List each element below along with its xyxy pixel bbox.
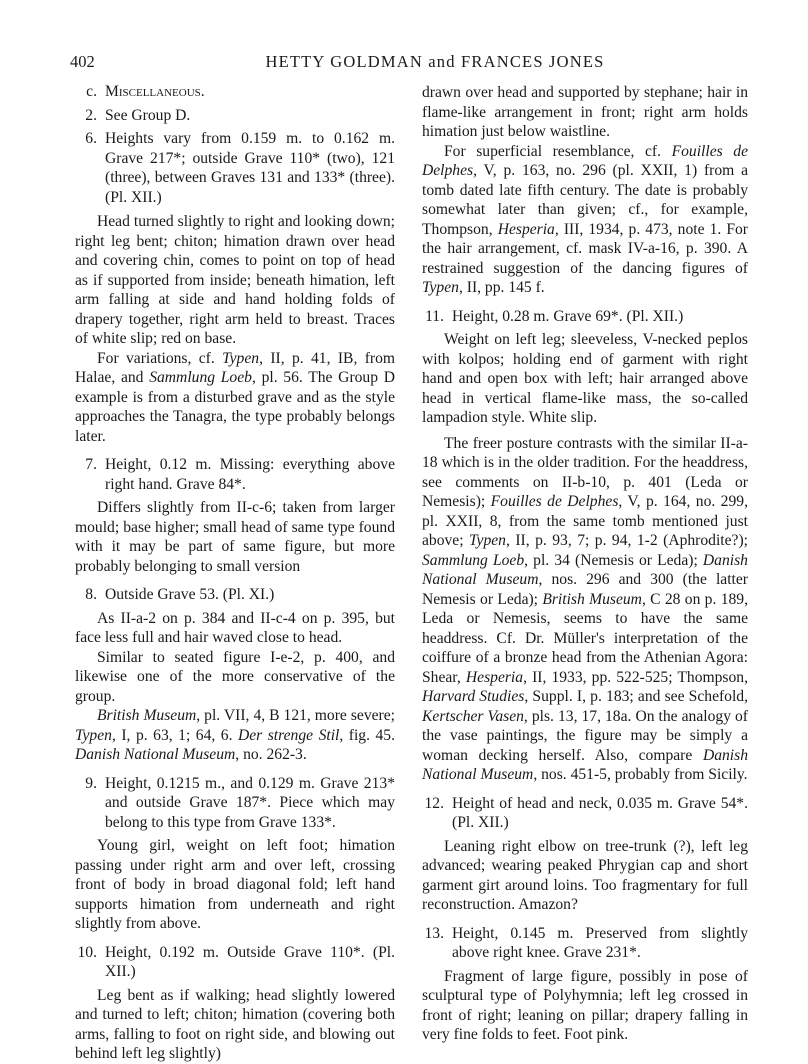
- entry-description: Differs slightly from II-c-6; taken from larger mould; base higher; small head of same type found with it may be part of same figure, but more probably belonging to small version: [75, 499, 395, 575]
- entry-description: Fragment of large figure, possibly in pose of sculptural type of Polyhymnia; left leg crossed in front of right; leaning on pillar; drapery falling in very fine folds to feet. Foot pink.: [422, 967, 748, 1043]
- entry-number: 11.: [425, 307, 444, 325]
- entry-heading: Height, 0.12 m. Missing: everything above right hand. Grave 84*.: [105, 456, 395, 493]
- entry-heading: See Group D.: [105, 106, 191, 124]
- section-title: Miscellaneous.: [105, 83, 205, 100]
- entry-heading: Height, 0.145 m. Preserved from slightly above right knee. Grave 231*.: [452, 924, 748, 961]
- left-column: [75, 82, 395, 1064]
- entry-heading: Height of head and neck, 0.035 m. Grave 54*. (Pl. XII.): [452, 794, 748, 831]
- entry-heading: Heights vary from 0.159 m. to 0.162 m. Grave 217*; outside Grave 110* (two), 121 (three), between Graves 131 and 133* (three). (Pl. XII.): [105, 130, 395, 206]
- entry-description: Young girl, weight on left foot; himation passing under right arm and over left, crossing front of body in broad diagonal fold; left hand supports himation from underneath and right slightly from above.: [75, 837, 395, 932]
- entry-10: [75, 943, 395, 982]
- entry-7: [75, 455, 395, 494]
- entry-11: [422, 307, 748, 327]
- entry-description: Weight on left leg; sleeveless, V-necked peplos with kolpos; holding end of garment with right hand and open box with left; hair arranged above head in vertical flame-like mass, the so-called lampadion style. White slip.: [422, 331, 748, 426]
- entry-description: Leaning right elbow on tree-trunk (?), left leg advanced; wearing peaked Phrygian cap and short garment girt around loins. Too fragmentary for full reconstruction. Amazon?: [422, 837, 748, 913]
- entry-number: 7.: [85, 456, 97, 473]
- entry-6: [75, 129, 395, 207]
- entry-heading: Outside Grave 53. (Pl. XI.): [105, 586, 275, 603]
- entry-13: [422, 924, 748, 963]
- entry-number: 13.: [424, 924, 444, 942]
- entry-number: 2.: [85, 106, 97, 124]
- entry-description: Head turned slightly to right and looking down; right leg bent; chiton; himation drawn over head and covering chin, comes to point on top of head as if supported from inside; beneath himation, left arm falling at side and hand holding folds of drapery together, right arm held to breast. Traces of white slip; red on base.: [75, 213, 395, 347]
- section-heading: [75, 82, 395, 102]
- entry-comparison: The freer posture contrasts with the similar II-a-18 which is in the older tradition. For the headdress, see comments on II-b-10, p. 401 (Leda or Nemesis); Fouilles de Delphes, V, p. 164, no. 299, pl. XXII, 8, from the same tomb mentioned just above; Typen, II, p. 93, 7; p. 94, 1-2 (Aphrodite?); Sammlung Loeb, pl. 34 (Nemesis or Leda); Danish National Museum, nos. 296 and 300 (the latter Nemesis or Leda); British Museum, C 28 on p. 189, Leda or Nemesis, seems to have the same headdress. Cf. Dr. Müller's interpretation of the coiffure of a bronze head from the Athenian Agora: Shear, Hesperia, II, 1933, pp. 522-525; Thompson, Harvard Studies, Suppl. I, p. 183; and see Schefold, Kertscher Vasen, pls. 13, 17, 18a. On the analogy of the vase paintings, the figure may be simply a woman decking herself. Also, compare Danish National Museum, nos. 451-5, probably from Sicily.: [422, 434, 749, 783]
- entry-12: [422, 794, 748, 833]
- entry-heading: Height, 0.28 m. Grave 69*. (Pl. XII.): [452, 307, 684, 325]
- entry-heading: Height, 0.192 m. Outside Grave 110*. (Pl. XII.): [105, 943, 395, 980]
- entry-9: [75, 774, 395, 833]
- page-number: 402: [70, 52, 95, 71]
- entry-number: 8.: [85, 586, 97, 603]
- running-title: HETTY GOLDMAN and FRANCES JONES: [265, 52, 605, 71]
- section-letter: c.: [86, 83, 97, 100]
- entry-references: British Museum, pl. VII, 4, B 121, more severe; Typen, I, p. 63, 1; 64, 6. Der strenge Stil, fig. 45. Danish National Museum, no. 262-3.: [75, 707, 395, 763]
- entry-number: 12.: [424, 794, 444, 812]
- entry-description: As II-a-2 on p. 384 and II-c-4 on p. 395, but face less full and hair waved close to head.: [75, 609, 395, 646]
- entry-number: 9.: [85, 774, 97, 792]
- running-header: [70, 50, 760, 74]
- entry-2: [75, 106, 395, 126]
- entry-number: 6.: [85, 130, 97, 147]
- entry-description: Leg bent as if walking; head slightly lowered and turned to left; chiton; himation (covering both arms, falling to foot on right side, and blowing out behind left leg slightly): [75, 986, 395, 1062]
- entry-heading: Height, 0.1215 m., and 0.129 m. Grave 213* and outside Grave 187*. Piece which may belong to this type from Grave 133*.: [105, 774, 395, 831]
- right-column: [422, 83, 748, 1045]
- entry-number: 10.: [77, 943, 97, 961]
- entry-10-continuation: drawn over head and supported by stephane; hair in flame-like arrangement in front; right arm holds himation just below waistline.: [422, 84, 748, 140]
- entry-comparison: For variations, cf. Typen, II, p. 41, IB, from Halae, and Sammlung Loeb, pl. 56. The Group D example is from a disturbed grave and as the style approaches the Tanagra, the type probably belongs later.: [75, 349, 396, 445]
- entry-comparison: For superficial resemblance, cf. Fouilles de Delphes, V, p. 163, no. 296 (pl. XXII, 1) from a tomb dated late fifth century. The date is probably somewhat later than given; cf., for example, Thompson, Hesperia, III, 1934, p. 473, note 1. For the hair arrangement, cf. mask IV-a-16, p. 390. A restrained suggestion of the dancing figures of Typen, II, pp. 145 f.: [422, 142, 748, 296]
- entry-comparison: Similar to seated figure I-e-2, p. 400, and likewise one of the more conservative of the group.: [75, 648, 395, 705]
- entry-8: [75, 585, 395, 605]
